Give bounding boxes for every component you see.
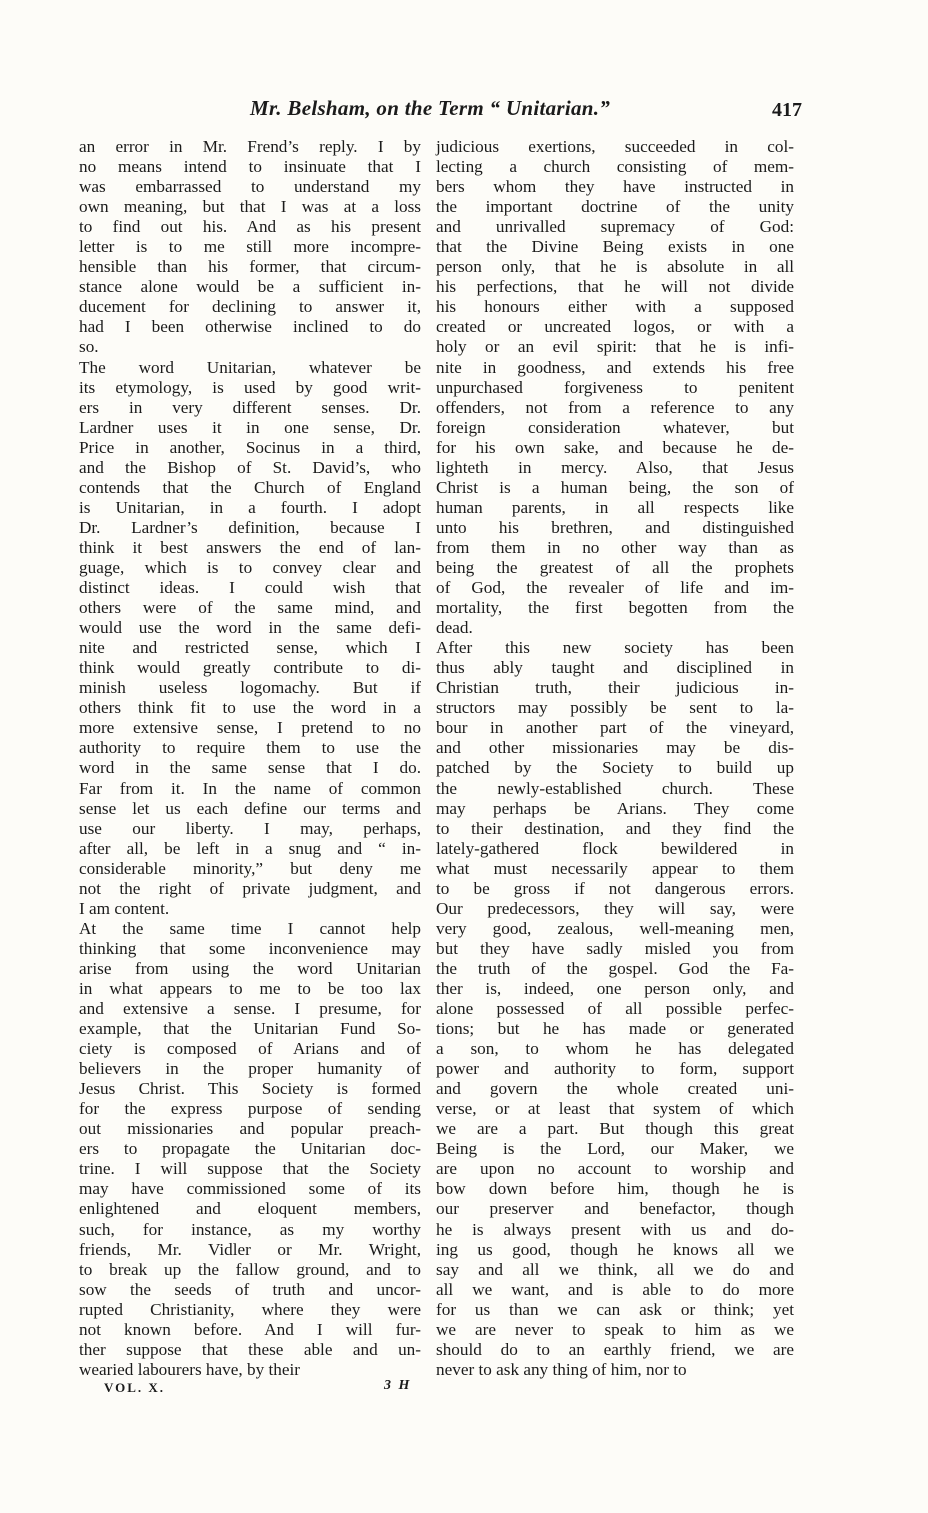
text-line: ers in very different senses. Dr. (79, 397, 421, 417)
text-line: tions; but he has made or generated (436, 1019, 794, 1039)
text-line: think it best answers the end of lan- (79, 537, 421, 557)
text-line: Our predecessors, they will say, were (436, 898, 794, 918)
page-number: 417 (772, 99, 802, 121)
text-line: minish useless logomachy. But if (79, 678, 421, 698)
text-line: and unrivalled supremacy of God: (436, 217, 794, 237)
text-line: letter is to me still more incompre- (79, 237, 421, 257)
text-line: Christian truth, their judicious in- (436, 678, 794, 698)
text-line: Lardner uses it in one sense, Dr. (79, 417, 421, 437)
text-line: was embarrassed to understand my (79, 177, 421, 197)
text-line: but they have sadly misled you from (436, 938, 794, 958)
text-line: our preserver and benefactor, though (436, 1199, 794, 1219)
text-line: Being is the Lord, our Maker, we (436, 1139, 794, 1159)
text-line: may have commissioned some of its (79, 1179, 421, 1199)
text-line: judicious exertions, succeeded in col- (436, 137, 794, 156)
text-line: in what appears to me to be too lax (79, 978, 421, 998)
text-line: say and all we think, all we do and (436, 1259, 794, 1279)
text-line: we are never to speak to him as we (436, 1319, 794, 1339)
text-line: bers whom they have instructed in (436, 177, 794, 197)
text-line: friends, Mr. Vidler or Mr. Wright, (79, 1239, 421, 1259)
text-line: distinct ideas. I could wish that (79, 578, 421, 598)
text-line: rupted Christianity, where they were (79, 1299, 421, 1319)
text-line: no means intend to insinuate that I (79, 157, 421, 177)
text-line: enlightened and eloquent members, (79, 1199, 421, 1219)
text-line: patched by the Society to build up (436, 758, 794, 778)
text-line: for the express purpose of sending (79, 1099, 421, 1119)
text-line: the important doctrine of the unity (436, 197, 794, 217)
text-line: for his own sake, and because he de- (436, 437, 794, 457)
text-line: believers in the proper humanity of (79, 1059, 421, 1079)
text-line: lecting a church consisting of mem- (436, 157, 794, 177)
text-line: others think fit to use the word in a (79, 698, 421, 718)
text-line: the newly-established church. These (436, 778, 794, 798)
text-line: hensible than his former, that circum- (79, 257, 421, 277)
text-line: is Unitarian, in a fourth. I adopt (79, 497, 421, 517)
text-line: would use the word in the same defi- (79, 618, 421, 638)
text-line: out missionaries and popular preach- (79, 1119, 421, 1139)
text-line: nite in goodness, and extends his free (436, 357, 794, 377)
text-line: for us than we can ask or think; yet (436, 1299, 794, 1319)
text-line: never to ask any thing of him, nor to (436, 1359, 687, 1379)
text-line: such, for instance, as my worthy (79, 1219, 421, 1239)
text-line: we are a part. But though this great (436, 1119, 794, 1139)
text-line: sow the seeds of truth and uncor- (79, 1279, 421, 1299)
text-line: more extensive sense, I pretend to no (79, 718, 421, 738)
text-line: thinking that some inconvenience may (79, 938, 421, 958)
text-line: stance alone would be a sufficient in- (79, 277, 421, 297)
text-line: not known before. And I will fur- (79, 1319, 421, 1339)
text-line: should do to an earthly friend, we are (436, 1339, 794, 1359)
text-line: ther is, indeed, one person only, and (436, 978, 794, 998)
text-line: very good, zealous, well-meaning men, (436, 918, 794, 938)
text-line: ers to propagate the Unitarian doc- (79, 1139, 421, 1159)
text-line: ciety is composed of Arians and of (79, 1039, 421, 1059)
text-line: alone possessed of all possible perfec- (436, 999, 794, 1019)
text-line: mortality, the first begotten from the (436, 598, 794, 618)
running-header-title: Mr. Belsham, on the Term “ Unitarian.” (250, 96, 611, 120)
text-line: Price in another, Socinus in a third, (79, 437, 421, 457)
text-line: ing us good, though he knows all we (436, 1239, 794, 1259)
text-line: own meaning, but that I was at a loss (79, 197, 421, 217)
text-line: sense let us each define our terms and (79, 798, 421, 818)
text-line: structors may possibly be sent to la- (436, 698, 794, 718)
text-line: all we want, and is able to do more (436, 1279, 794, 1299)
text-line: guage, which is to convey clear and (79, 557, 421, 577)
text-line: Jesus Christ. This Society is formed (79, 1079, 421, 1099)
text-line: verse, or at least that system of which (436, 1099, 794, 1119)
text-line: so. (79, 337, 99, 357)
text-line: contends that the Church of England (79, 477, 421, 497)
text-line: Christ is a human being, the son of (436, 477, 794, 497)
text-line: unto his brethren, and distinguished (436, 517, 794, 537)
text-line: from them in no other way than as (436, 537, 794, 557)
text-line: and the Bishop of St. David’s, who (79, 457, 421, 477)
text-line: think would greatly contribute to di- (79, 658, 421, 678)
text-line: a son, to whom he has delegated (436, 1039, 794, 1059)
text-line: to their destination, and they find the (436, 818, 794, 838)
right-text-column (436, 137, 794, 1380)
text-line: human parents, in all respects like (436, 497, 794, 517)
text-line: and extensive a sense. I presume, for (79, 999, 421, 1019)
text-line: its etymology, is used by good writ- (79, 377, 421, 397)
text-line: are upon no account to worship and (436, 1159, 794, 1179)
text-line: his honours either with a supposed (436, 297, 794, 317)
text-line: and govern the whole created uni- (436, 1079, 794, 1099)
text-line: what must necessarily appear to them (436, 858, 794, 878)
text-line: had I been otherwise inclined to do (79, 317, 421, 337)
text-line: created or uncreated logos, or with a (436, 317, 794, 337)
text-line: I am content. (79, 898, 170, 918)
text-line: wearied labourers have, by their (79, 1359, 300, 1379)
text-line: others were of the same mind, and (79, 598, 421, 618)
text-line: to break up the fallow ground, and to (79, 1259, 421, 1279)
text-line: foreign consideration whatever, but (436, 417, 794, 437)
text-line: nite and restricted sense, which I (79, 638, 421, 658)
text-line: lighteth in mercy. Also, that Jesus (436, 457, 794, 477)
text-line: ther suppose that these able and un- (79, 1339, 421, 1359)
text-line: to be gross if not dangerous errors. (436, 878, 794, 898)
text-line: offenders, not from a reference to any (436, 397, 794, 417)
text-line: an error in Mr. Frend’s reply. I by (79, 137, 421, 156)
text-line: At the same time I cannot help (79, 918, 421, 938)
text-line: use our liberty. I may, perhaps, (79, 818, 421, 838)
text-line: not the right of private judgment, and (79, 878, 421, 898)
text-line: Dr. Lardner’s definition, because I (79, 517, 421, 537)
text-line: ducement for declining to answer it, (79, 297, 421, 317)
text-line: bow down before him, though he is (436, 1179, 794, 1199)
text-line: his perfections, that he will not divide (436, 277, 794, 297)
text-line: after all, be left in a snug and “ in- (79, 838, 421, 858)
text-line: arise from using the word Unitarian (79, 958, 421, 978)
text-line: power and authority to form, support (436, 1059, 794, 1079)
text-line: trine. I will suppose that the Society (79, 1159, 421, 1179)
footer-volume: VOL. X. (104, 1380, 166, 1395)
text-line: may perhaps be Arians. They come (436, 798, 794, 818)
text-line: bour in another part of the vineyard, (436, 718, 794, 738)
text-line: word in the same sense that I do. (79, 758, 421, 778)
text-line: thus ably taught and disciplined in (436, 658, 794, 678)
text-line: the truth of the gospel. God the Fa- (436, 958, 794, 978)
text-line: lately-gathered flock bewildered in (436, 838, 794, 858)
text-line: of God, the revealer of life and im- (436, 578, 794, 598)
text-line: considerable minority,” but deny me (79, 858, 421, 878)
text-line: to find out his. And as his present (79, 217, 421, 237)
text-line: The word Unitarian, whatever be (79, 357, 421, 377)
text-line: example, that the Unitarian Fund So- (79, 1019, 421, 1039)
text-line: dead. (436, 618, 473, 638)
text-line: he is always present with us and do- (436, 1219, 794, 1239)
text-line: After this new society has been (436, 638, 794, 658)
text-line: and other missionaries may be dis- (436, 738, 794, 758)
footer-signature-mark: 3 H (384, 1378, 412, 1393)
text-line: unpurchased forgiveness to penitent (436, 377, 794, 397)
text-line: authority to require them to use the (79, 738, 421, 758)
left-text-column (79, 137, 421, 1380)
text-line: Far from it. In the name of common (79, 778, 421, 798)
text-line: being the greatest of all the prophets (436, 557, 794, 577)
text-line: person only, that he is absolute in all (436, 257, 794, 277)
text-line: that the Divine Being exists in one (436, 237, 794, 257)
text-line: holy or an evil spirit: that he is infi- (436, 337, 794, 357)
